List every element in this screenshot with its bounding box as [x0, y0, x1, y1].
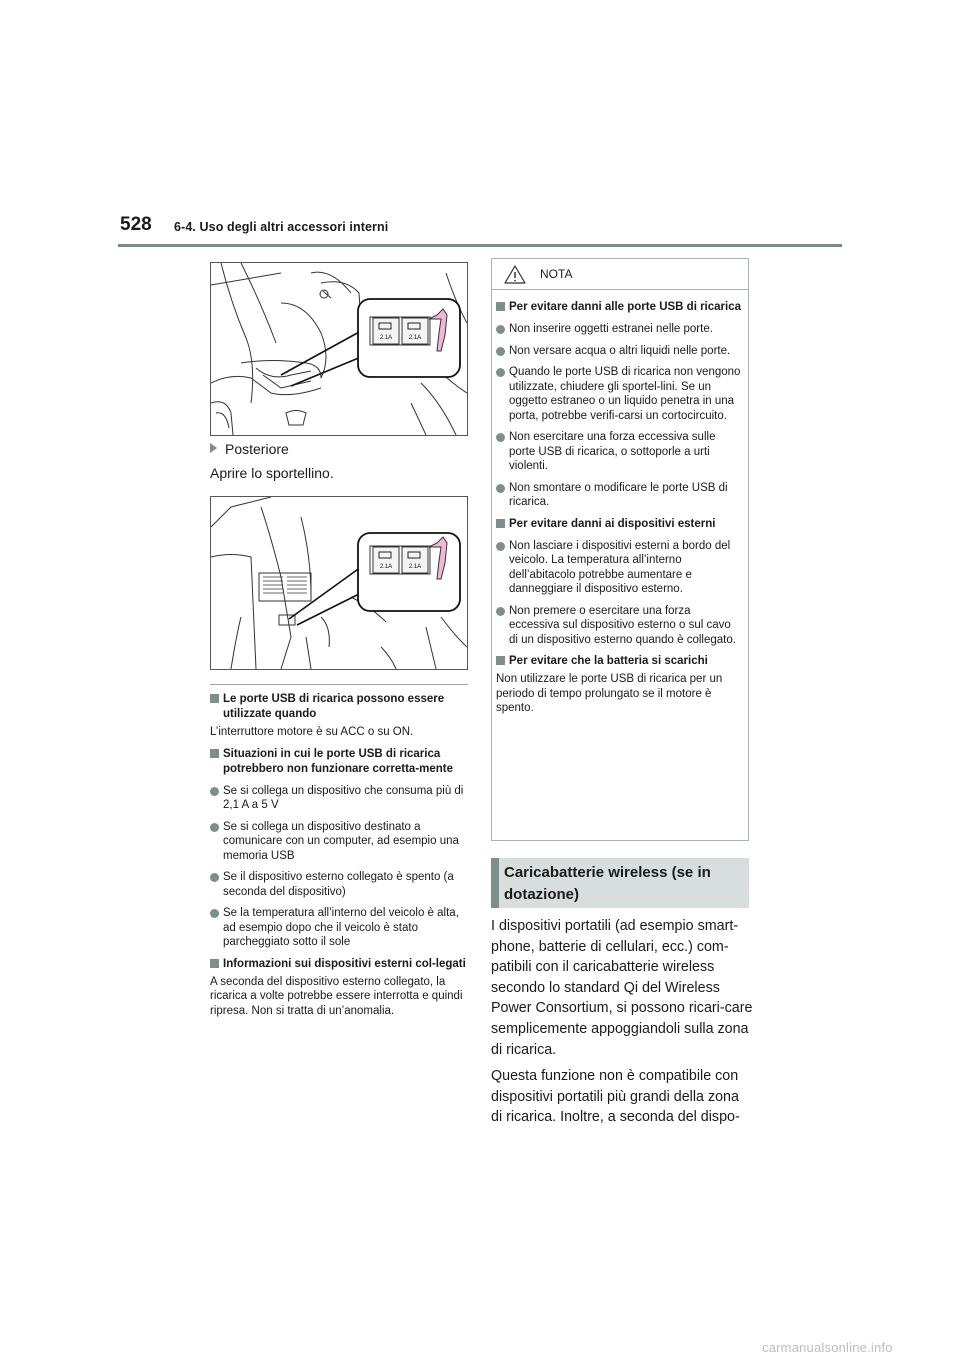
nota-bullet-text: Non lasciare i dispositivi esterni a bordo del veicolo. La temperatura all’interno dell’abitacolo potrebbe aumentare e danneggiare il dispositivo esterno.	[509, 539, 731, 595]
nota-bullet-text: Non premere o esercitare una forza eccessiva sul dispositivo esterno o sul cavo di un dispositivo esterno quando è collegato.	[509, 604, 736, 646]
header-rule	[118, 244, 842, 247]
malfunction-bullet-text: Se si collega un dispositivo che consuma più di 2,1 A a 5 V	[223, 784, 464, 811]
bullet-dot	[496, 607, 505, 616]
wireless-charger-heading-text: Caricabatterie wireless (se in dotazione)	[504, 864, 711, 903]
square-marker	[496, 656, 505, 665]
nota-body	[492, 290, 748, 716]
arrow-marker	[210, 443, 217, 453]
nota-bullet	[496, 539, 742, 597]
usable-when-text: L’interruttore motore è su ACC o su ON.	[210, 726, 414, 738]
heading-accent-bar	[491, 858, 499, 908]
nota-bullet	[496, 344, 742, 359]
bullet-dot	[210, 787, 219, 796]
bullet-dot	[496, 433, 505, 442]
heading-external-devices	[210, 957, 468, 972]
nota-bullet	[496, 365, 742, 423]
nota-bullet-text: Non esercitare una forza eccessiva sulle porte USB di ricarica, o sottoporle a urti violenti.	[509, 431, 716, 472]
figure-front-label-left: 2.1A	[379, 335, 393, 341]
nota-box	[491, 258, 749, 841]
malfunction-bullet-text: Se la temperatura all’interno del veicolo è alta, ad esempio dopo che il veicolo è stato parcheggiato sotto il sole	[223, 907, 459, 948]
figure-front-usb	[210, 262, 468, 436]
malfunction-bullet	[210, 784, 468, 813]
heading-malfunction	[210, 747, 468, 777]
nota-bullet-text: Non inserire oggetti estranei nelle porte.	[509, 323, 713, 335]
square-marker	[210, 749, 219, 758]
malfunction-bullet	[210, 906, 468, 950]
nota-bullet	[496, 481, 742, 510]
nota-bullet-text: Quando le porte USB di ricarica non vengono utilizzate, chiudere gli sportel-lini. Se un oggetto estraneo o un liquido penetra in una porta, potrebbe verifi-carsi un cortocircuito.	[509, 366, 741, 422]
nota-heading-battery-text: Per evitare che la batteria si scarichi	[509, 655, 708, 667]
bullet-dot	[496, 484, 505, 493]
square-marker	[496, 519, 505, 528]
figure-front-label-right: 2.1A	[408, 335, 422, 341]
malfunction-bullet	[210, 820, 468, 864]
heading-malfunction-text: Situazioni in cui le porte USB di ricarica potrebbero non funzionare corretta-mente	[223, 747, 454, 775]
left-sections	[210, 685, 468, 1018]
instruction-open: Aprire lo sportellino.	[210, 465, 334, 481]
square-marker	[210, 959, 219, 968]
bullet-dot	[496, 325, 505, 334]
nota-bullet	[496, 322, 742, 337]
bullet-dot	[210, 823, 219, 832]
nota-heading-battery	[496, 654, 742, 669]
watermark: carmanualsonline.info	[762, 1340, 893, 1355]
heading-usable-when	[210, 692, 468, 722]
nota-title: NOTA	[540, 267, 573, 281]
figure-front-usb-drawing	[211, 263, 467, 435]
section-title: 6-4. Uso degli altri accessori interni	[174, 220, 389, 234]
label-rear	[210, 441, 468, 457]
square-marker	[210, 694, 219, 703]
figure-rear-label-right: 2.1A	[408, 564, 422, 570]
nota-heading-device-damage	[496, 517, 742, 532]
bullet-dot	[496, 542, 505, 551]
heading-usable-when-text: Le porte USB di ricarica possono essere utilizzate quando	[223, 693, 445, 720]
malfunction-bullet	[210, 870, 468, 899]
wireless-charger-heading	[491, 858, 749, 908]
external-devices-text: A seconda del dispositivo esterno collegato, la ricarica a volte potrebbe essere interrotta e quindi ripresa. Non si tratta di un’anomalia.	[210, 975, 463, 1017]
heading-external-devices-text: Informazioni sui dispositivi esterni col-legati	[223, 957, 466, 970]
wireless-charger-body	[491, 916, 753, 1134]
figure-rear-label-left: 2.1A	[379, 564, 393, 570]
nota-bullet	[496, 430, 742, 474]
nota-battery-text: Non utilizzare le porte USB di ricarica per un periodo di tempo prolungato se il motore è spento.	[496, 673, 723, 714]
nota-heading-device-damage-text: Per evitare danni ai dispositivi esterni	[509, 517, 716, 530]
malfunction-bullet-text: Se si collega un dispositivo destinato a comunicare con un computer, ad esempio una memoria USB	[223, 820, 459, 862]
bullet-dot	[210, 873, 219, 882]
nota-bullet	[496, 604, 742, 648]
nota-heading-usb-damage-text: Per evitare danni alle porte USB di ricarica	[509, 301, 742, 313]
square-marker	[496, 302, 505, 311]
warning-icon	[504, 265, 526, 284]
nota-bullet-text: Non smontare o modificare le porte USB di ricarica.	[509, 481, 728, 508]
wireless-paragraph: Questa funzione non è compatibile con dispositivi portatili più grandi della zona di ricarica. Inoltre, a seconda del dispo-	[491, 1068, 740, 1126]
nota-header	[492, 259, 748, 290]
label-rear-text: Posteriore	[225, 441, 289, 457]
nota-bullet-text: Non versare acqua o altri liquidi nelle porte.	[509, 344, 731, 357]
figure-rear-usb-drawing	[211, 497, 467, 669]
bullet-dot	[496, 347, 505, 356]
bullet-dot	[496, 368, 505, 377]
nota-heading-usb-damage	[496, 300, 742, 315]
malfunction-bullet-text: Se il dispositivo esterno collegato è spento (a seconda del dispositivo)	[223, 871, 454, 898]
wireless-paragraph: I dispositivi portatili (ad esempio smart-phone, batterie di cellulari, ecc.) com-patibili con il caricabatterie wireless secondo lo standard Qi del Wireless Power Consortium, si possono ricari-care semplicemente appoggiandoli sulla zona di ricarica.	[491, 918, 753, 1058]
bullet-dot	[210, 909, 219, 918]
figure-rear-usb	[210, 496, 468, 670]
page-number: 528	[120, 214, 152, 235]
